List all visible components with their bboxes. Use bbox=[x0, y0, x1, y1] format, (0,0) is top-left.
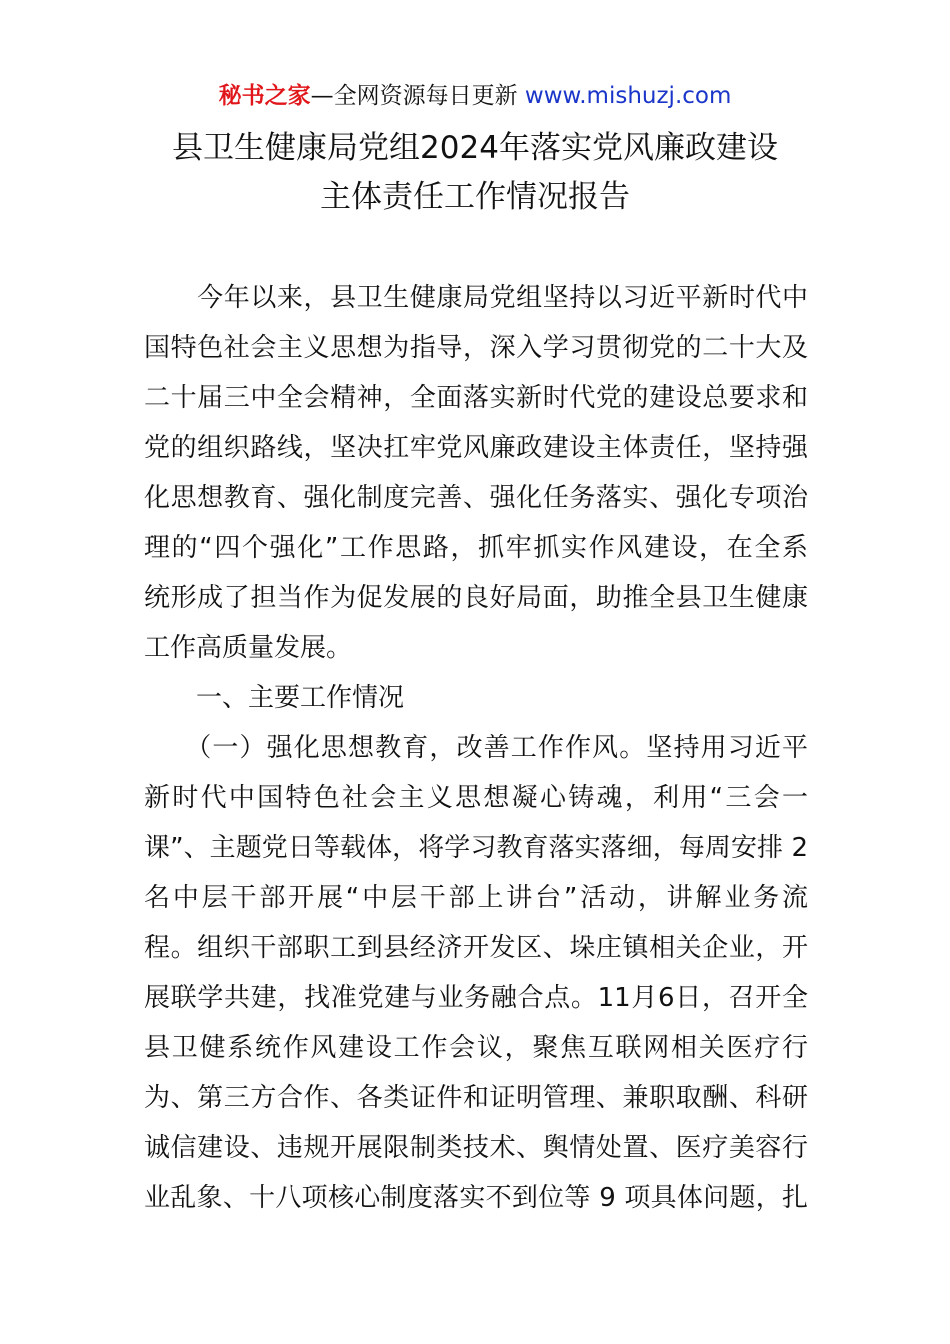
document-body bbox=[144, 273, 808, 1223]
body-line: 县卫健系统作风建设工作会议，聚焦互联网相关医疗行 bbox=[144, 1033, 808, 1063]
body-line: 课”、主题党日等载体，将学习教育落实落细，每周安排 2 bbox=[144, 833, 808, 863]
body-line: 党的组织路线，坚决扛牢党风廉政建设主体责任，坚持强 bbox=[144, 433, 808, 463]
body-line: 国特色社会主义思想为指导，深入学习贯彻党的二十大及 bbox=[144, 333, 808, 363]
body-line: （一）强化思想教育，改善工作作风。坚持用习近平 bbox=[144, 733, 808, 763]
document-title-line-1: 县卫生健康局党组2024年落实党风廉政建设 bbox=[172, 130, 778, 166]
body-line: 名中层干部开展“中层干部上讲台”活动，讲解业务流 bbox=[144, 883, 808, 913]
document-title-line-2: 主体责任工作情况报告 bbox=[320, 179, 630, 215]
body-line: 新时代中国特色社会主义思想凝心铸魂，利用“三会一 bbox=[144, 783, 808, 813]
body-line: 为、第三方合作、各类证件和证明管理、兼职取酬、科研 bbox=[144, 1083, 808, 1113]
body-line: 业乱象、十八项核心制度落实不到位等 9 项具体问题，扎 bbox=[144, 1183, 808, 1213]
banner-url[interactable]: www.mishuzj.com bbox=[524, 83, 732, 109]
body-line: 化思想教育、强化制度完善、强化任务落实、强化专项治 bbox=[144, 483, 808, 513]
body-line: 今年以来，县卫生健康局党组坚持以习近平新时代中 bbox=[144, 283, 808, 313]
banner-brand: 秘书之家 bbox=[218, 83, 311, 109]
body-line: 理的“四个强化”工作思路，抓牢抓实作风建设，在全系 bbox=[144, 533, 808, 563]
body-line: 工作高质量发展。 bbox=[144, 633, 353, 663]
body-line: 统形成了担当作为促发展的良好局面，助推全县卫生健康 bbox=[144, 583, 808, 613]
body-line: 程。组织干部职工到县经济开发区、垛庄镇相关企业，开 bbox=[144, 933, 808, 963]
body-line: 诚信建设、违规开展限制类技术、舆情处置、医疗美容行 bbox=[144, 1133, 808, 1163]
section-heading: 一、主要工作情况 bbox=[144, 683, 405, 713]
body-line: 展联学共建，找准党建与业务融合点。11月6日，召开全 bbox=[144, 983, 808, 1013]
site-banner bbox=[0, 80, 950, 112]
body-line: 二十届三中全会精神，全面落实新时代党的建设总要求和 bbox=[144, 383, 808, 413]
banner-tagline: —全网资源每日更新 bbox=[310, 83, 525, 109]
